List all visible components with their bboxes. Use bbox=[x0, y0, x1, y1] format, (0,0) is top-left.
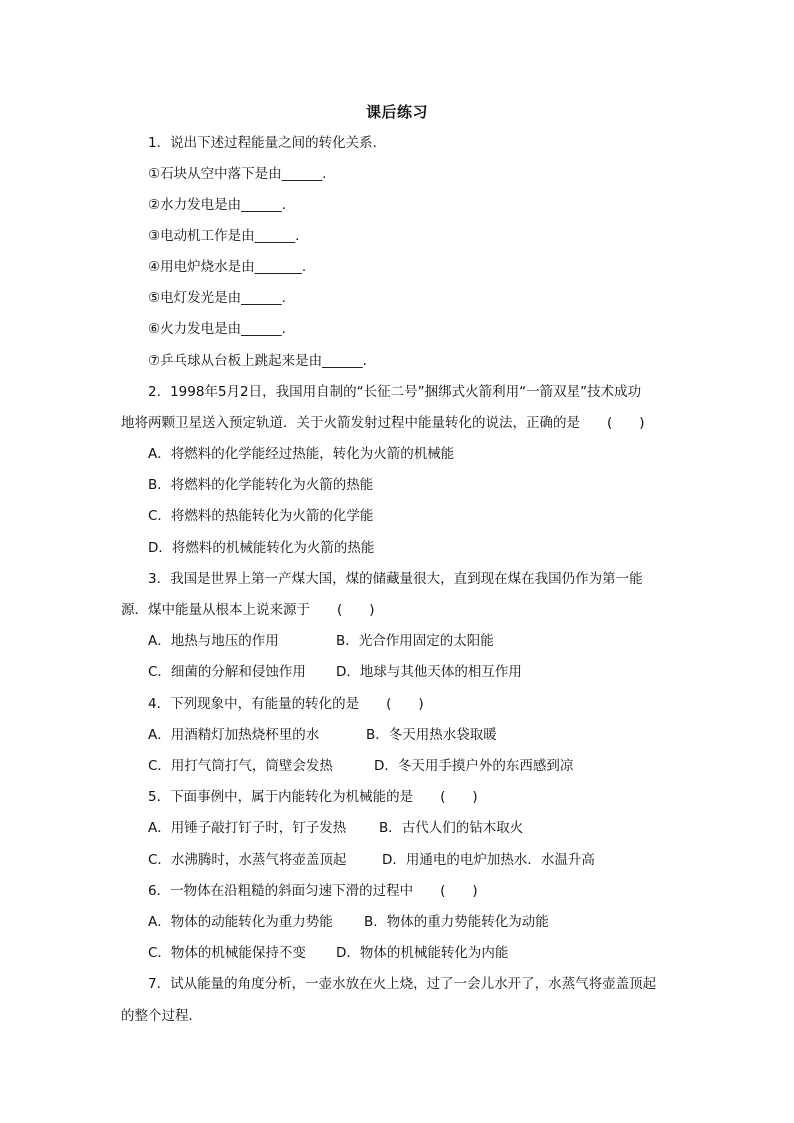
q2-option-b: B．将燃料的化学能转化为火箭的热能 bbox=[148, 477, 374, 493]
q6-option-b: B．物体的重力势能转化为动能 bbox=[364, 914, 549, 930]
q2-option-d: D．将燃料的机械能转化为火箭的热能 bbox=[148, 540, 375, 556]
q4-stem: 4．下列现象中，有能量的转化的是 ( ) bbox=[148, 696, 424, 712]
q4-option-d: D．冬天用手摸户外的东西感到凉 bbox=[374, 758, 574, 774]
q1-item: ⑥火力发电是由______. bbox=[148, 321, 286, 337]
q7-stem-line1: 7．试从能量的角度分析，一壶水放在火上烧，过了一会儿水开了，水蒸气将壶盖顶起 bbox=[148, 976, 657, 992]
q3-option-d: D．地球与其他天体的相互作用 bbox=[336, 664, 522, 680]
q1-item: ⑦乒乓球从台板上跳起来是由______. bbox=[148, 353, 367, 369]
q5-option-b: B．古代人们的钻木取火 bbox=[379, 820, 524, 836]
q3-stem-line2: 源．煤中能量从根本上说来源于 ( ) bbox=[121, 602, 375, 618]
q3-option-c: C．细菌的分解和侵蚀作用 bbox=[148, 664, 306, 680]
q4-option-c: C．用打气筒打气，筒壁会发热 bbox=[148, 758, 333, 774]
q2-option-c: C．将燃料的热能转化为火箭的化学能 bbox=[148, 508, 374, 524]
q1-item: ④用电炉烧水是由_______. bbox=[148, 259, 307, 275]
q5-option-d: D．用通电的电炉加热水．水温升高 bbox=[382, 852, 595, 868]
q5-stem: 5．下面事例中，属于内能转化为机械能的是 ( ) bbox=[148, 789, 478, 805]
q1-item: ①石块从空中落下是由______. bbox=[148, 166, 327, 182]
q3-option-b: B．光合作用固定的太阳能 bbox=[336, 633, 494, 649]
q6-option-a: A．物体的动能转化为重力势能 bbox=[148, 914, 333, 930]
q2-stem-line2: 地将两颗卫星送入预定轨道．关于火箭发射过程中能量转化的说法，正确的是 ( ) bbox=[121, 415, 645, 431]
q7-stem-line2: 的整个过程． bbox=[121, 1008, 202, 1024]
q1-item: ②水力发电是由______. bbox=[148, 197, 286, 213]
q1-item: ⑤电灯发光是由______. bbox=[148, 290, 286, 306]
q1-stem: 1．说出下述过程能量之间的转化关系． bbox=[148, 135, 387, 151]
q1-item: ③电动机工作是由______. bbox=[148, 228, 300, 244]
q6-option-c: C．物体的机械能保持不变 bbox=[148, 945, 306, 961]
q2-stem-line1: 2．1998年5月2日，我国用自制的“长征二号”捆绑式火箭利用“一箭双星”技术成功 bbox=[148, 384, 642, 400]
q6-stem: 6．一物体在沿粗糙的斜面匀速下滑的过程中 ( ) bbox=[148, 883, 478, 899]
q6-option-d: D．物体的机械能转化为内能 bbox=[336, 945, 509, 961]
page-title: 课后练习 bbox=[365, 103, 428, 121]
q2-option-a: A．将燃料的化学能经过热能，转化为火箭的机械能 bbox=[148, 446, 455, 462]
q4-option-b: B．冬天用热水袋取暖 bbox=[366, 727, 497, 743]
q5-option-a: A．用锤子敲打钉子时，钉子发热 bbox=[148, 820, 347, 836]
q3-stem-line1: 3．我国是世界上第一产煤大国，煤的储藏量很大，直到现在煤在我国仍作为第一能 bbox=[148, 571, 643, 587]
q3-option-a: A．地热与地压的作用 bbox=[148, 633, 279, 649]
q4-option-a: A．用酒精灯加热烧杯里的水 bbox=[148, 727, 320, 743]
q5-option-c: C．水沸腾时，水蒸气将壶盖顶起 bbox=[148, 852, 347, 868]
